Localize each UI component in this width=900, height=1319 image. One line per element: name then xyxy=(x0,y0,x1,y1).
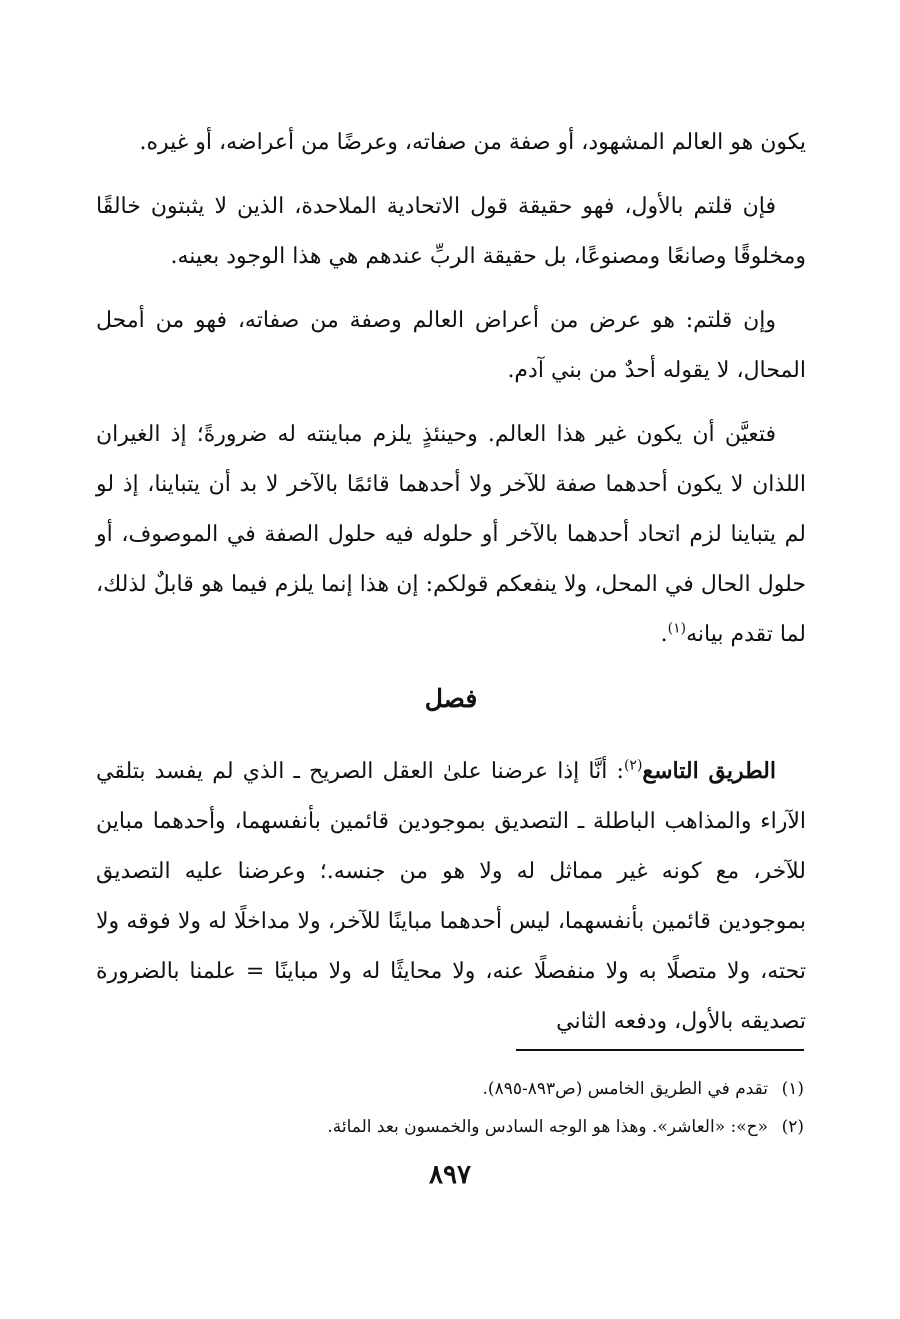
footnote-divider xyxy=(516,1049,804,1051)
footnotes xyxy=(94,1070,804,1146)
paragraph-5-lead: الطريق التاسع xyxy=(642,758,776,784)
paragraph-2: فإن قلتم بالأول، فهو حقيقة قول الاتحادية الملاحدة، الذين لا يثبتون خالقًا ومخلوقًا وصانعًا ومصنوعًا، بل حقيقة الربِّ عندهم هي هذا الوجود بعينه. xyxy=(96,194,806,269)
footnote-ref-2: (٢) xyxy=(623,757,643,774)
section-heading: فصل xyxy=(424,684,478,713)
footnote-ref-1: (١) xyxy=(667,620,687,637)
footnote-2 xyxy=(94,1108,804,1146)
paragraph-4-end: . xyxy=(660,622,668,647)
footnote-1 xyxy=(94,1070,804,1108)
footnote-1-text: تقدم في الطريق الخامس (ص٨٩٣-٨٩٥). xyxy=(482,1079,768,1099)
paragraph-5-text: : أنَّا إذا عرضنا علىٰ العقل الصريح ـ الذي لم يفسد بتلقي الآراء والمذاهب الباطلة ـ التصديق بموجودين قائمين بأنفسهما، وأحدهما مباين للآخر، مع كونه غير مماثل له ولا هو من جنسه.؛ وعرضنا عليه التصديق بموجودين قائمين بأنفسهما، ليس أحدهما مباينًا للآخر، ولا مداخلًا له ولا فوقه ولا تحته، ولا متصلًا به ولا منفصلًا عنه، ولا محايثًا له ولا مباينًا = علمنا بالضرورة تصديقه بالأول، ودفعه الثاني xyxy=(96,759,806,1034)
paragraph-3: وإن قلتم: هو عرض من أعراض العالم وصفة من صفاته، فهو من أمحل المحال، لا يقوله أحدٌ من بني آدم. xyxy=(96,308,806,383)
paragraph-5 xyxy=(96,746,806,1047)
footnote-1-number: (١) xyxy=(781,1079,804,1099)
paragraph-1: يكون هو العالم المشهود، أو صفة من صفاته، وعرضًا من أعراضه، أو غيره. xyxy=(139,130,806,155)
footnote-2-text: «ح»: «العاشر». وهذا هو الوجه السادس والخمسون بعد المائة. xyxy=(327,1117,768,1137)
page-number: ٨٩٧ xyxy=(429,1160,471,1190)
paragraph-4-text: فتعيَّن أن يكون غير هذا العالم. وحينئذٍ يلزم مباينته له ضرورةً؛ إذ الغيران اللذان لا يكون أحدهما صفة للآخر ولا أحدهما قائمًا بالآخر لا بد أن يتباينا، إذ لو لم يتباينا لزم اتحاد أحدهما بالآخر أو حلوله فيه حلول الصفة في الموصوف، أو حلول الحال في المحل، ولا ينفعكم قولكم: إن هذا إنما يلزم فيما هو قابلٌ لذلك، لما تقدم بيانه xyxy=(96,422,806,647)
footnote-2-number: (٢) xyxy=(781,1117,804,1137)
paragraph-4 xyxy=(96,410,806,660)
page-body xyxy=(96,118,806,1061)
